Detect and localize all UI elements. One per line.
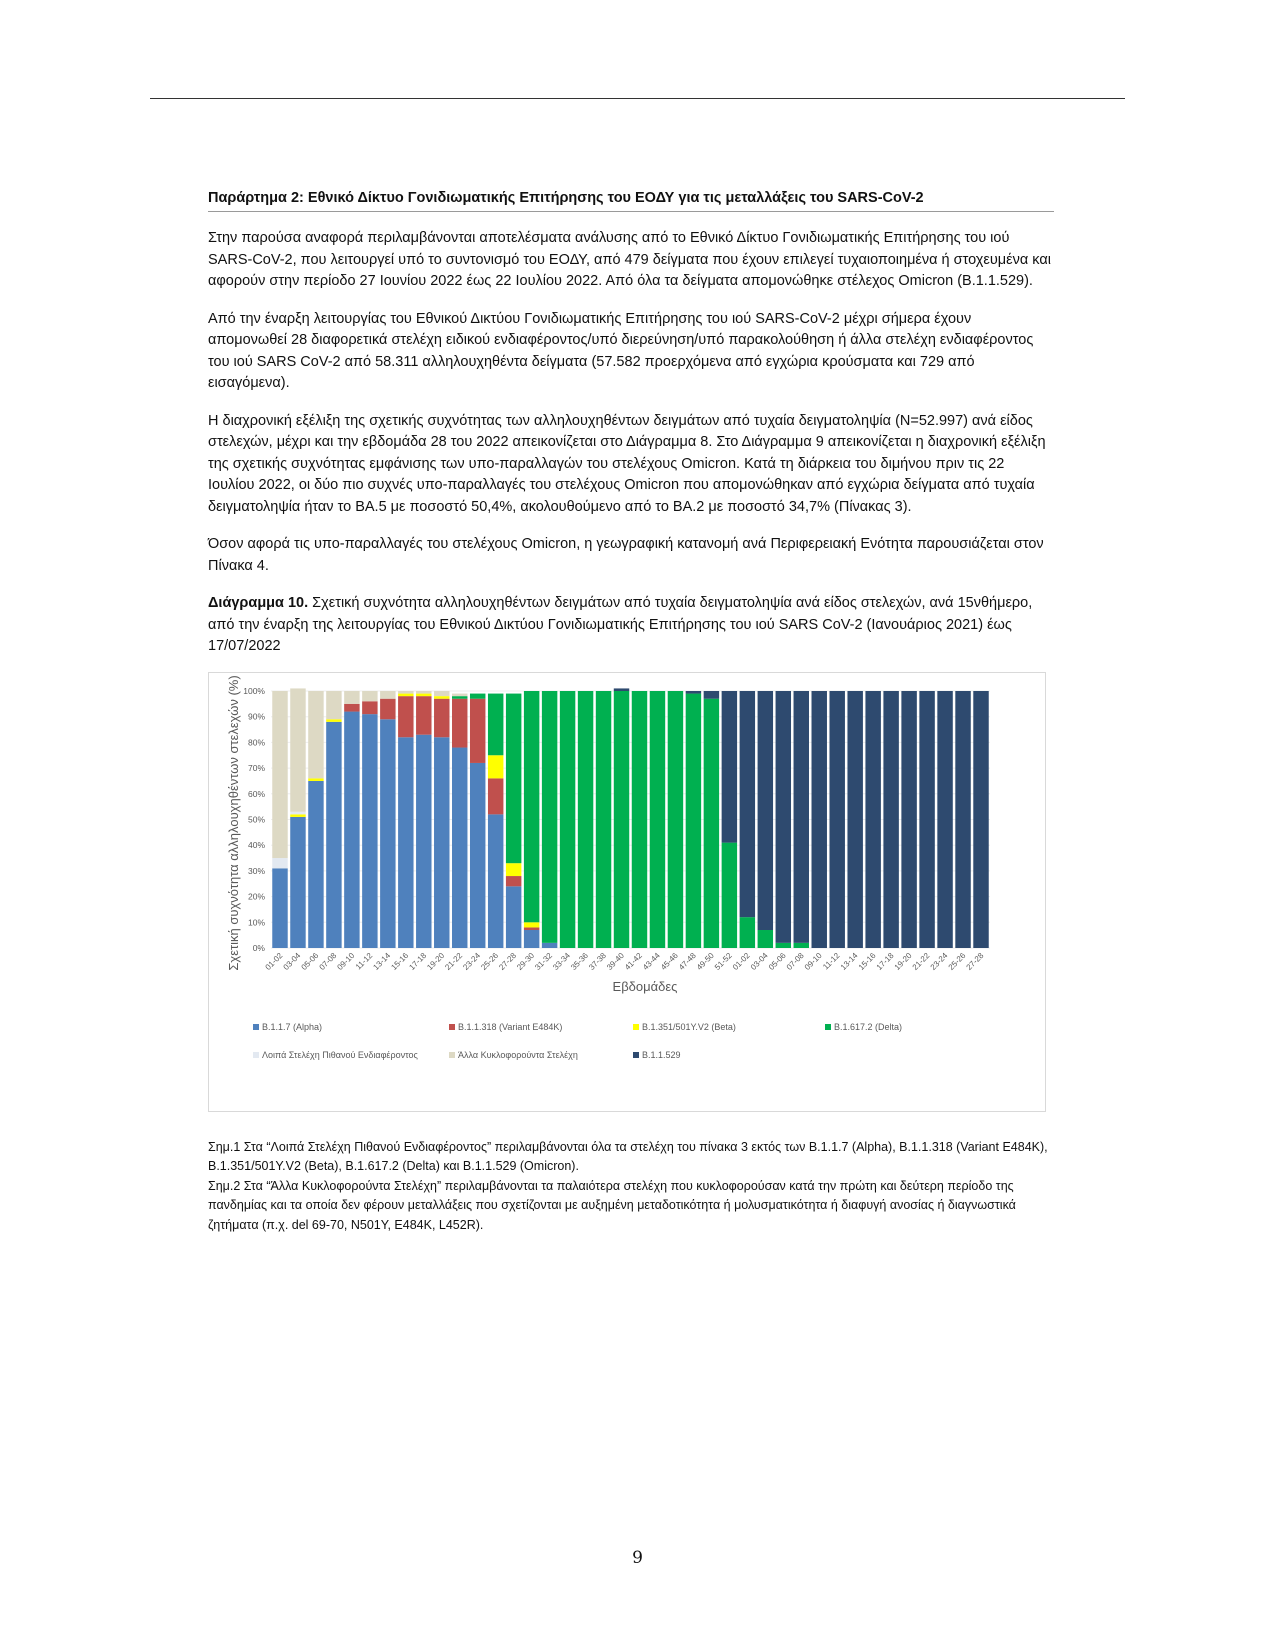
bar-segment (686, 691, 701, 694)
bar-segment (452, 696, 467, 699)
x-tick-label: 15-16 (856, 950, 878, 972)
x-tick-label: 39-40 (605, 950, 626, 972)
x-tick-label: 23-24 (461, 950, 483, 972)
legend-label: B.1.617.2 (Delta) (834, 1021, 903, 1032)
bar-segment (308, 691, 323, 778)
bar-segment (776, 691, 791, 943)
x-tick-label: 51-52 (712, 950, 734, 972)
bar-segment (488, 755, 503, 778)
diagram-caption (208, 593, 1054, 658)
bar-segment (542, 942, 557, 947)
bar-segment (524, 922, 539, 927)
x-tick-label: 03-04 (748, 950, 770, 972)
bar-segment (973, 691, 988, 948)
bar-segment (758, 930, 773, 948)
y-tick-label: 90% (247, 711, 265, 722)
legend-label: B.1.1.7 (Alpha) (262, 1021, 323, 1032)
y-tick-label: 80% (247, 736, 265, 747)
x-tick-label: 25-26 (479, 950, 501, 972)
bar-segment (398, 693, 413, 696)
x-tick-label: 13-14 (838, 950, 860, 972)
bar-segment (901, 691, 916, 948)
bar-segment (919, 691, 934, 948)
x-tick-label: 11-12 (353, 950, 375, 971)
chart-gridlines (271, 691, 990, 948)
x-tick-label: 21-22 (910, 950, 932, 972)
bar-segment (488, 693, 503, 755)
legend-label: B.1.1.318 (Variant E484K) (458, 1021, 563, 1032)
bar-segment (272, 858, 287, 868)
bar-segment (722, 842, 737, 947)
bar-segment (470, 762, 485, 947)
bar-segment (308, 780, 323, 947)
bar-segment (524, 930, 539, 948)
bar-segment (398, 691, 413, 694)
x-tick-label: 11-12 (821, 950, 842, 971)
legend-label: Άλλα Κυκλοφορούντα Στελέχη (458, 1049, 578, 1060)
bar-segment (668, 691, 683, 948)
bar-segment (362, 714, 377, 948)
x-tick-label: 01-02 (263, 950, 285, 972)
bar-segment (506, 863, 521, 876)
bar-segment (794, 942, 809, 947)
bar-segment (506, 693, 521, 863)
x-tick-label: 03-04 (281, 950, 303, 972)
chart-x-axis-label: Εβδομάδες (612, 978, 678, 994)
y-tick-label: 20% (247, 891, 265, 902)
bar-segment (812, 691, 827, 948)
legend-label: Λοιπά Στελέχη Πιθανού Ενδιαφέροντος (262, 1049, 418, 1060)
bar-segment (344, 691, 359, 704)
bar-segment (488, 778, 503, 814)
bar-segment (326, 721, 341, 947)
bar-segment (955, 691, 970, 948)
legend-swatch (253, 1052, 259, 1058)
bar-segment (470, 693, 485, 698)
chart-y-axis-label: Σχετική συχνότητα αλληλουχηθέντων στελεχών (%) (226, 674, 241, 971)
x-tick-label: 01-02 (730, 950, 752, 972)
bar-segment (776, 942, 791, 947)
x-tick-label: 17-18 (874, 950, 896, 972)
bar-segment (506, 876, 521, 886)
bar-segment (758, 691, 773, 930)
bar-segment (632, 691, 647, 948)
x-tick-label: 33-34 (551, 950, 573, 972)
x-tick-label: 19-20 (892, 950, 914, 972)
bar-segment (704, 698, 719, 947)
bar-segment (326, 691, 341, 719)
paragraph-2: Από την έναρξη λειτουργίας του Εθνικού Δικτύου Γονιδιωματικής Επιτήρησης του ιού SARS-CoV-2 μέχρι σήμερα έχουν απομονωθεί 28 διαφορετικά στελέχη ειδικού ενδιαφέροντος/υπό διερεύνηση/υπό παρακολούθηση ή άλλα στελέχη ενδιαφέροντος του ιού SARS CoV-2 από 58.311 αλληλουχηθέντα δείγματα (57.582 προερχόμενα από εγχώρια κρούσματα και 729 από εισαγόμενα). (208, 310, 1034, 391)
y-tick-label: 0% (252, 942, 265, 953)
bar-segment (290, 814, 305, 817)
x-tick-label: 29-30 (515, 950, 537, 972)
legend-label: B.1.1.529 (642, 1049, 681, 1060)
x-tick-label: 07-08 (784, 950, 806, 972)
x-tick-label: 49-50 (694, 950, 716, 972)
x-tick-label: 09-10 (802, 950, 824, 972)
chart-bars (272, 688, 988, 948)
note-2: Σημ.2 Στα “Άλλα Κυκλοφορούντα Στελέχη” περιλαμβάνονται τα παλαιότερα στελέχη που κυκλοφορούσαν κατά την πρώτη και δεύτερη περίοδο της πανδημίας και τα οποία δεν φέρουν μεταλλάξεις που σχετίζονται με αυξημένη μεταδοτικότητα ή μολυσματικότητα ή διαφυγή ανοσίας ή διαγνωστικά ζητήματα (π.χ. del 69-70, N501Y, E484K, L452R). (208, 1178, 1016, 1232)
y-tick-label: 40% (247, 839, 265, 850)
paragraph-1: Στην παρούσα αναφορά περιλαμβάνονται αποτελέσματα ανάλυσης από το Εθνικό Δίκτυο Γονιδιωματικής Επιτήρησης του ιού SARS-CoV-2, που λειτουργεί υπό το συντονισμό του ΕΟΔΥ, από 479 δείγματα που έχουν επιλεγεί τυχαιοποιημένα ή στοχευμένα και αφορούν στην περίοδο 27 Ιουνίου 2022 έως 22 Ιουλίου 2022. Από όλα τα δείγματα απομονώθηκε στέλεχος Omicron (B.1.1.529). (208, 230, 1051, 289)
bar-segment (506, 886, 521, 948)
legend-swatch (633, 1024, 639, 1030)
legend-label: B.1.351/501Y.V2 (Beta) (642, 1021, 736, 1032)
chart-legend (253, 1022, 902, 1060)
x-tick-label: 07-08 (317, 950, 339, 972)
bar-segment (722, 691, 737, 843)
stacked-bar-chart (209, 673, 1045, 1111)
bar-segment (290, 811, 305, 814)
bar-segment (452, 747, 467, 947)
y-tick-label: 60% (247, 788, 265, 799)
x-tick-label: 17-18 (407, 950, 429, 972)
bar-segment (380, 719, 395, 948)
bar-segment (308, 778, 323, 781)
bar-segment (380, 698, 395, 719)
y-tick-label: 10% (247, 916, 265, 927)
x-tick-label: 19-20 (425, 950, 447, 972)
y-tick-label: 50% (247, 814, 265, 824)
y-tick-label: 100% (243, 685, 265, 696)
bar-segment (704, 691, 719, 699)
page-number: 9 (632, 1548, 643, 1568)
bar-segment (740, 917, 755, 948)
bar-segment (434, 691, 449, 696)
bar-segment (865, 691, 880, 948)
bar-segment (290, 816, 305, 947)
x-tick-label: 15-16 (389, 950, 411, 972)
x-tick-label: 41-42 (623, 950, 644, 972)
bar-segment (272, 868, 287, 948)
x-tick-label: 13-14 (371, 950, 393, 972)
bar-segment (650, 691, 665, 948)
x-tick-label: 37-38 (587, 950, 608, 972)
header-rule (150, 98, 1125, 99)
bar-segment (344, 703, 359, 711)
bar-segment (416, 691, 431, 694)
bar-segment (883, 691, 898, 948)
bar-segment (614, 691, 629, 948)
section-title: Παράρτημα 2: Εθνικό Δίκτυο Γονιδιωματικής Επιτήρησης του ΕΟΔΥ για τις μεταλλάξεις του SARS-CoV-2 (208, 190, 1054, 212)
bar-segment (416, 696, 431, 735)
bar-segment (542, 691, 557, 943)
bar-segment (362, 701, 377, 714)
bar-segment (344, 711, 359, 947)
bar-segment (578, 691, 593, 948)
bar-segment (434, 737, 449, 948)
x-tick-label: 09-10 (335, 950, 357, 972)
x-tick-label: 31-32 (533, 950, 555, 972)
diagram-caption-text: Σχετική συχνότητα αλληλουχηθέντων δειγμάτων από τυχαία δειγματοληψία ανά είδος στελεχών, ανά 15νθήμερο, από την έναρξη της λειτουργίας του Εθνικού Δικτύου Γονιδιωματικής Επιτήρησης του ιού SARS CoV-2 (Ιανουάριος 2021) έως 17/07/2022 (208, 595, 1033, 654)
bar-segment (452, 693, 467, 696)
paragraph-4: Όσον αφορά τις υπο-παραλλαγές του στελέχους Omicron, η γεωγραφική κατανομή ανά Περιφερειακή Ενότητα παρουσιάζεται στον Πίνακα 4. (208, 536, 1044, 574)
bar-segment (290, 688, 305, 811)
diagram-caption-label: Διάγραμμα 10. (208, 595, 309, 611)
x-tick-label: 21-22 (443, 950, 465, 972)
bar-segment (560, 691, 575, 948)
bar-segment (686, 693, 701, 947)
bar-segment (326, 719, 341, 722)
bar-segment (488, 814, 503, 948)
legend-swatch (449, 1052, 455, 1058)
chart-y-ticks (243, 686, 265, 953)
bar-segment (524, 927, 539, 930)
x-tick-label: 43-44 (641, 950, 662, 972)
bar-segment (596, 691, 611, 948)
x-tick-label: 05-06 (766, 950, 788, 972)
legend-swatch (825, 1024, 831, 1030)
bar-segment (794, 691, 809, 943)
bar-segment (434, 698, 449, 737)
bar-segment (614, 688, 629, 691)
note-1: Σημ.1 Στα “Λοιπά Στελέχη Πιθανού Ενδιαφέροντος” περιλαμβάνονται όλα τα στελέχη του πίνακα 3 εκτός των B.1.1.7 (Alpha), B.1.1.318 (Variant E484K), B.1.351/501Y.V2 (Beta), B.1.617.2 (Delta) και B.1.1.529 (Omicron). (208, 1139, 1048, 1173)
bar-segment (847, 691, 862, 948)
y-tick-label: 70% (247, 762, 265, 773)
legend-swatch (449, 1024, 455, 1030)
chart-frame (208, 672, 1046, 1112)
bar-segment (416, 734, 431, 947)
bar-segment (524, 691, 539, 922)
bar-segment (362, 691, 377, 701)
bar-segment (398, 737, 413, 948)
paragraph-3: Η διαχρονική εξέλιξη της σχετικής συχνότητας των αλληλουχηθέντων δειγμάτων από τυχαία δειγματοληψία (N=52.997) ανά είδος στελεχών, μέχρι και την εβδομάδα 28 του 2022 απεικονίζεται στο Διάγραμμα 8. Στο Διάγραμμα 9 απεικονίζεται η διαχρονική εξέλιξη της σχετικής συχνότητας εμφάνισης των υπο-παραλλαγών του στελέχους Omicron. Κατά τη διάρκεια του διμήνου πριν τις 22 Ιουλίου 2022, οι δύο πιο συχνές υπο-παραλλαγές του στελέχους Omicron που απομονώθηκαν από εγχώρια δείγματα από τυχαία δειγματοληψία ήταν το BA.5 με ποσοστό 50,4%, ακολουθούμενο από το BA.2 με ποσοστό 34,7% (Πίνακας 3). (208, 412, 1046, 515)
x-tick-label: 47-48 (676, 950, 698, 972)
x-tick-label: 23-24 (928, 950, 950, 972)
bar-segment (434, 696, 449, 699)
x-tick-label: 35-36 (569, 950, 590, 972)
page-content (208, 190, 1054, 1235)
bar-segment (740, 691, 755, 917)
bar-segment (416, 693, 431, 696)
x-tick-label: 25-26 (946, 950, 968, 972)
x-tick-label: 45-46 (659, 950, 680, 972)
chart-x-ticks (264, 950, 986, 971)
x-tick-label: 27-28 (497, 950, 519, 972)
x-tick-label: 27-28 (964, 950, 986, 972)
bar-segment (829, 691, 844, 948)
legend-swatch (253, 1024, 259, 1030)
bar-segment (380, 691, 395, 699)
notes-block (208, 1138, 1054, 1236)
bar-segment (398, 696, 413, 737)
legend-swatch (633, 1052, 639, 1058)
bar-segment (470, 698, 485, 762)
bar-segment (937, 691, 952, 948)
y-tick-label: 30% (247, 865, 265, 876)
bar-segment (452, 698, 467, 747)
bar-segment (272, 691, 287, 858)
x-tick-label: 05-06 (299, 950, 321, 972)
